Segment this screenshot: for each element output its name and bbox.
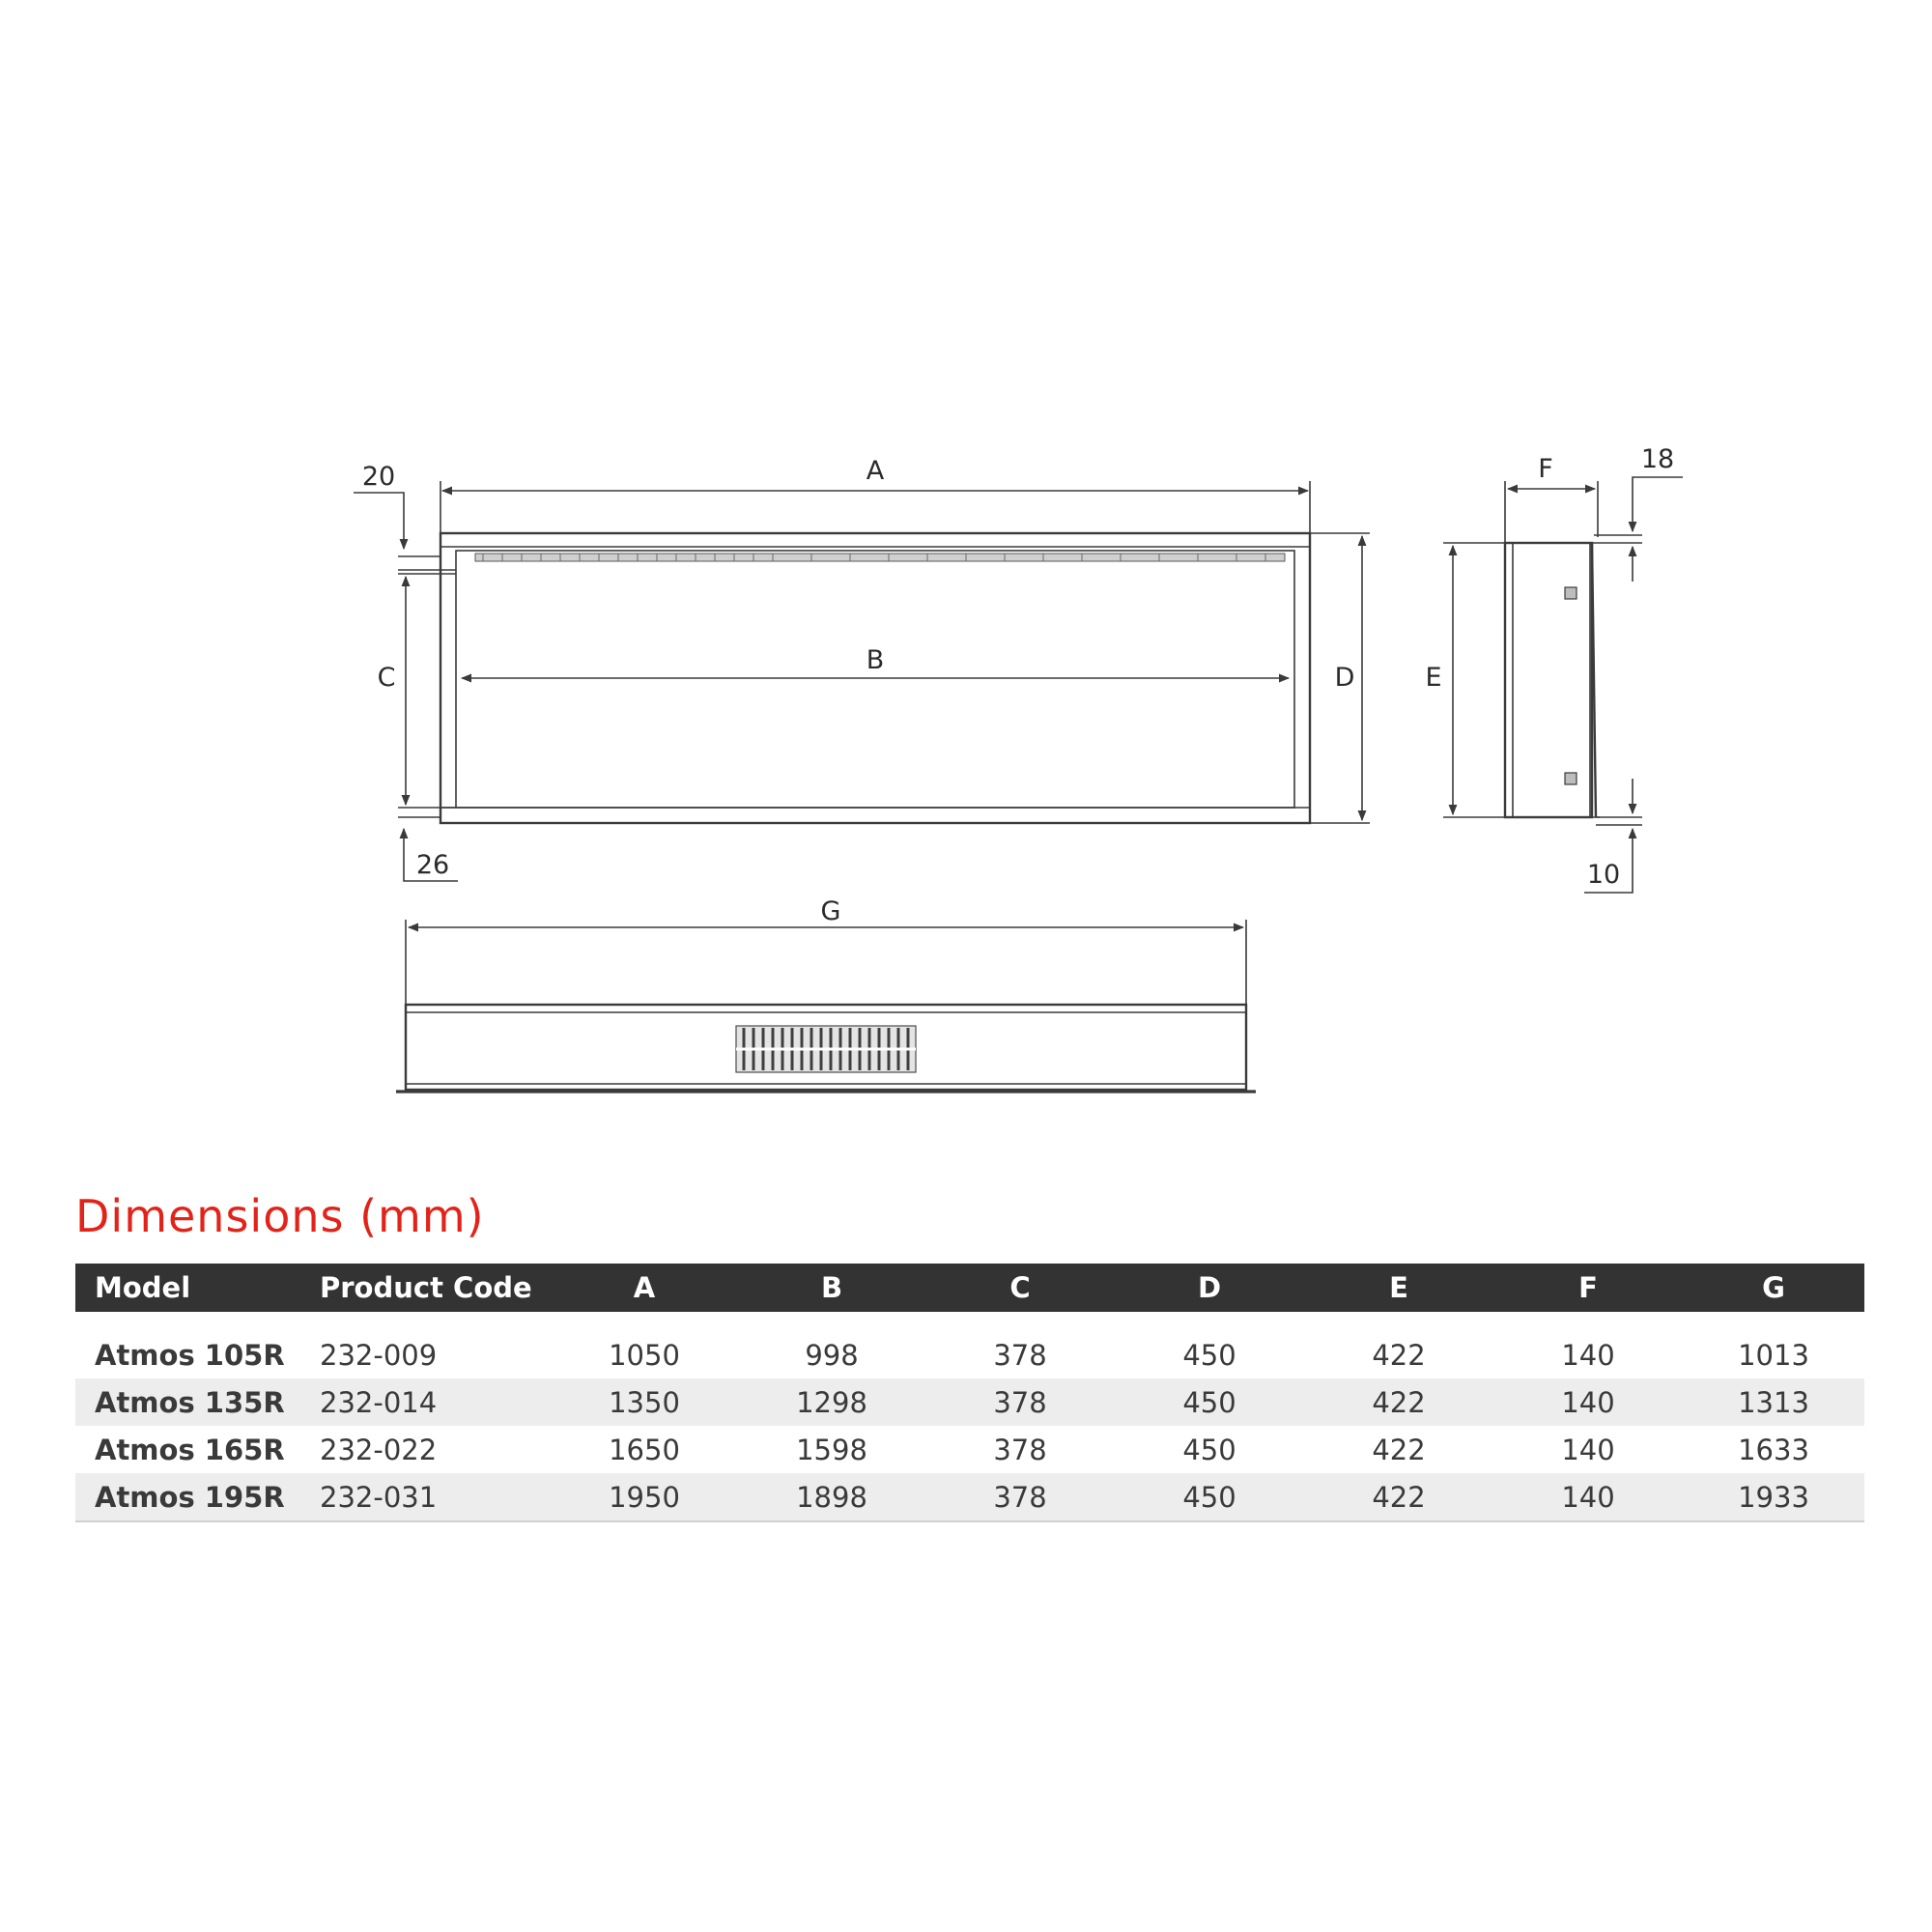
cell-d: 450: [1182, 1338, 1236, 1372]
cell-f: 140: [1493, 1378, 1683, 1426]
header-product-code: Product Code: [300, 1264, 551, 1312]
cell-c: 378: [925, 1473, 1115, 1521]
cell-c: 378: [993, 1433, 1047, 1466]
table-header-row: [75, 1264, 1864, 1312]
cell-g: 1933: [1683, 1473, 1864, 1521]
front-inner-frame: [456, 551, 1294, 808]
header-model: Model: [75, 1264, 300, 1312]
side-bracket-top: [1565, 587, 1577, 599]
dim-top-offset-label: 20: [361, 462, 396, 492]
header-d: D: [1115, 1264, 1304, 1312]
cell-c: 378: [993, 1338, 1047, 1372]
cell-c: 378: [925, 1378, 1115, 1426]
dim-g-label: G: [820, 896, 841, 926]
cell-product-code: 232-014: [300, 1378, 551, 1426]
dim-a-label: A: [866, 456, 885, 486]
header-f: F: [1493, 1264, 1683, 1312]
table-row: [75, 1331, 1864, 1378]
cell-model: Atmos 105R: [95, 1338, 285, 1372]
dim-d-label: D: [1334, 663, 1355, 693]
cell-model: Atmos 195R: [75, 1473, 300, 1521]
cell-e: 422: [1372, 1433, 1426, 1466]
cell-model: Atmos 165R: [95, 1433, 285, 1466]
header-a: A: [551, 1264, 738, 1312]
cell-product-code: 232-022: [320, 1433, 438, 1466]
dim-f-label: F: [1538, 454, 1553, 484]
side-view: [1425, 444, 1683, 893]
cell-f: 140: [1493, 1473, 1683, 1521]
cell-a: 1050: [609, 1338, 680, 1372]
cell-a: 1350: [551, 1378, 738, 1426]
side-body: [1505, 543, 1592, 817]
dim-c-label: C: [377, 663, 396, 693]
front-top-vent-strip: [475, 554, 1285, 561]
dim-bottom-offset-label: 26: [415, 850, 450, 880]
header-e: E: [1304, 1264, 1493, 1312]
cell-b: 998: [805, 1338, 859, 1372]
table-row: [75, 1378, 1864, 1426]
header-b: B: [738, 1264, 925, 1312]
cell-model: Atmos 135R: [75, 1378, 300, 1426]
dim-side-bottom-offset-label: 10: [1586, 860, 1621, 890]
cell-a: 1650: [609, 1433, 680, 1466]
header-c: C: [925, 1264, 1115, 1312]
cell-b: 1298: [738, 1378, 925, 1426]
cell-g: 1633: [1738, 1433, 1809, 1466]
dim-e-label: E: [1425, 663, 1442, 693]
dimensions-title: Dimensions (mm): [75, 1190, 485, 1242]
front-view: [354, 456, 1370, 881]
cell-f: 140: [1561, 1338, 1615, 1372]
cell-e: 422: [1304, 1473, 1493, 1521]
dim-b-label: B: [866, 645, 885, 675]
cell-product-code: 232-031: [300, 1473, 551, 1521]
cell-d: 450: [1182, 1433, 1236, 1466]
cell-d: 450: [1115, 1473, 1304, 1521]
dimensions-table: [75, 1264, 1864, 1522]
cell-b: 1898: [738, 1473, 925, 1521]
header-g: G: [1683, 1264, 1864, 1312]
cell-a: 1950: [551, 1473, 738, 1521]
table-row: [75, 1473, 1864, 1521]
cell-e: 422: [1304, 1378, 1493, 1426]
cell-b: 1598: [796, 1433, 867, 1466]
cell-g: 1013: [1738, 1338, 1809, 1372]
side-bracket-bottom: [1565, 773, 1577, 784]
cell-f: 140: [1561, 1433, 1615, 1466]
cell-g: 1313: [1683, 1378, 1864, 1426]
cell-product-code: 232-009: [320, 1338, 438, 1372]
table-row: [75, 1426, 1864, 1473]
cell-e: 422: [1372, 1338, 1426, 1372]
top-view: [396, 896, 1256, 1092]
dim-side-top-offset-label: 18: [1640, 444, 1675, 474]
cell-d: 450: [1115, 1378, 1304, 1426]
